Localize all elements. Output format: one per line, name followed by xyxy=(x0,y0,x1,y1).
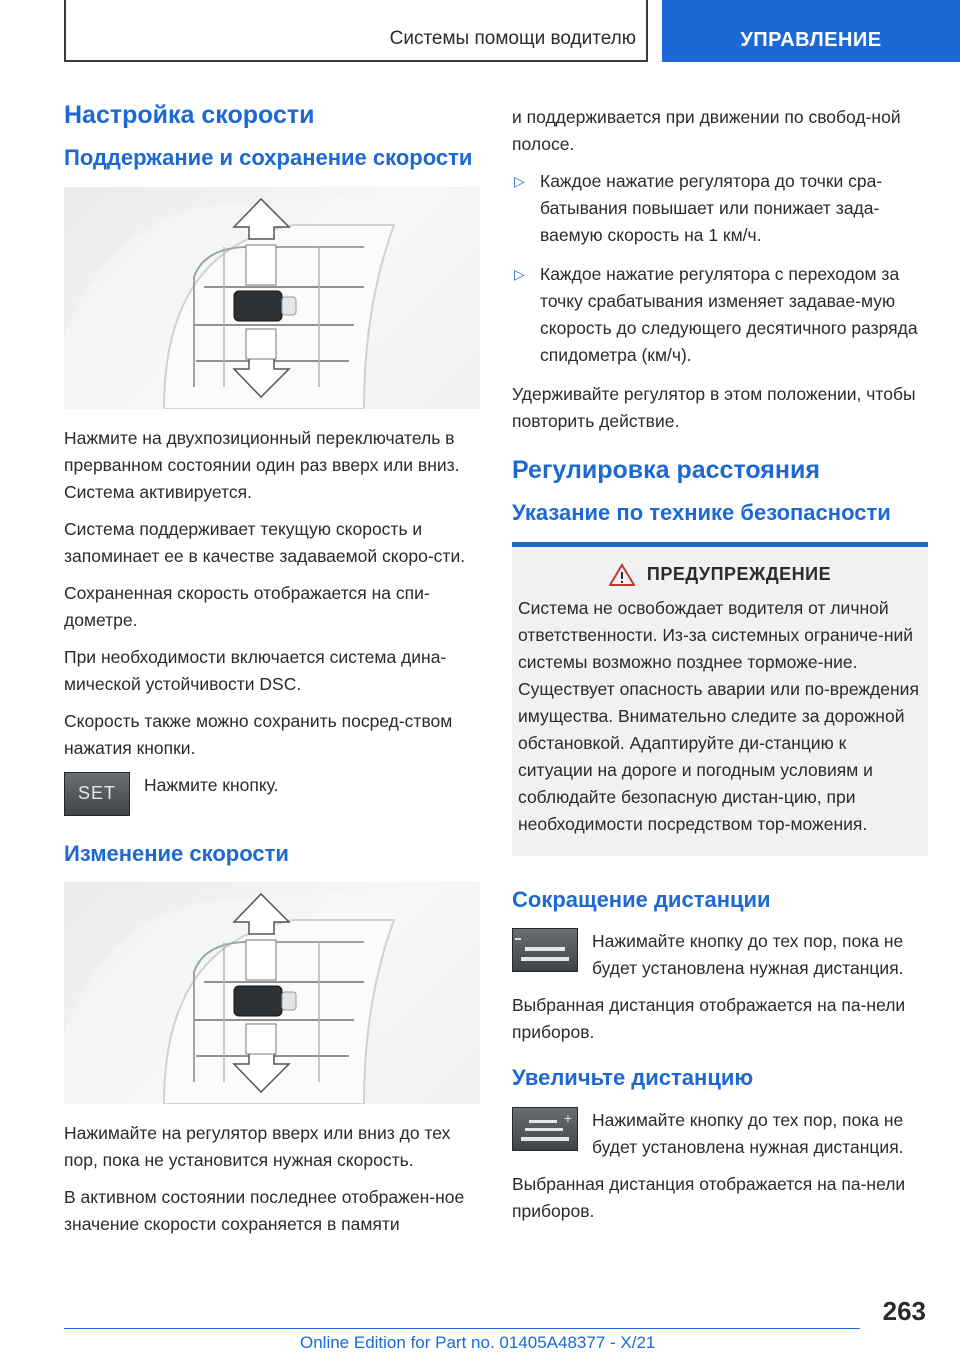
paragraph-press-up-down: Нажимайте на регулятор вверх или вниз до тех пор, пока не установится нужная скорость. xyxy=(64,1123,451,1171)
set-button-row xyxy=(64,772,480,816)
set-button-text: Нажмите кнопку. xyxy=(144,774,279,795)
heading-change-speed: Изменение скорости xyxy=(64,840,289,866)
page-number: 263 xyxy=(882,1296,926,1326)
paragraph-speedometer: Сохраненная скорость отображается на спи-дометре. xyxy=(64,582,430,630)
list-item: ▷ Каждое нажатие регулятора до точки сра-батывания повышает или понижает зада-ваемую скорость на 1 км/ч. xyxy=(512,168,928,249)
triangle-bullet-icon: ▷ xyxy=(514,266,525,282)
right-column xyxy=(512,104,928,1235)
heading-distance-control: Регулировка расстояния xyxy=(512,456,820,484)
warning-text: Система не освобождает водителя от личной ответственности. Из-за системных ограниче-ний системы возможно позднее торможе-ние. Существует опасность аварии или по-вреждения имущества. Внимательно следите за дорожной обстановкой. Адаптируйте ди-станцию к ситуации на дороге и погодным условиям и соблюдайте безопасную дистан-цию, при необходимости посредством тор-можения. xyxy=(518,597,919,834)
steering-switch-illustration xyxy=(64,187,480,409)
paragraph-dsc: При необходимости включается система дина-мической устойчивости DSC. xyxy=(64,646,447,694)
paragraph-activate: Нажмите на двухпозиционный переключатель в прерванном состоянии один раз вверх или вниз. Система активируется. xyxy=(64,427,460,502)
heading-reduce-distance: Сокращение дистанции xyxy=(512,886,771,912)
footer-divider xyxy=(64,1328,860,1329)
increase-distance-text: Нажимайте кнопку до тех пор, пока не будет установлена нужная дистанция. xyxy=(592,1109,904,1157)
warning-header xyxy=(518,563,922,587)
paragraph-hold: Удерживайте регулятор в этом положении, чтобы повторить действие. xyxy=(512,384,916,431)
heading-speed-setting: Настройка скорости xyxy=(64,101,315,129)
reduce-distance-text: Нажимайте кнопку до тех пор, пока не будет установлена нужная дистанция. xyxy=(592,931,904,979)
increase-distance-row xyxy=(512,1107,928,1161)
paragraph-keeps-speed: Система поддерживает текущую скорость и запоминает ее в качестве задаваемой скоро-сти. xyxy=(64,518,466,566)
set-button-icon: SET xyxy=(64,772,130,816)
warning-box xyxy=(512,542,928,856)
warning-triangle-icon xyxy=(609,563,635,587)
paragraph-active-state: В активном состоянии последнее отображен-ное значение скорости сохраняется в памяти xyxy=(64,1187,465,1235)
left-column xyxy=(64,100,480,1248)
footer-edition: Online Edition for Part no. 01405A48377 - X/21 xyxy=(300,1333,656,1352)
distance-increase-icon: + xyxy=(512,1107,578,1151)
heading-keep-speed: Поддержание и сохранение скорости xyxy=(64,145,473,170)
paragraph-continued: и поддерживается при движении по свобод-ной полосе. xyxy=(512,107,901,154)
paragraph-increase-display: Выбранная дистанция отображается на па-нели приборов. xyxy=(512,1173,906,1221)
list-item: ▷ Каждое нажатие регулятора с переходом за точку срабатывания изменяет задавае-мую скорость до следующего десятичного разряда спидометра (км/ч). xyxy=(512,261,928,369)
warning-title: ПРЕДУПРЕЖДЕНИЕ xyxy=(646,564,832,585)
reduce-distance-row xyxy=(512,928,928,982)
paragraph-reduce-display: Выбранная дистанция отображается на па-нели приборов. xyxy=(512,995,906,1043)
paragraph-save-button: Скорость также можно сохранить посред-ством нажатия кнопки. xyxy=(64,710,453,758)
heading-safety-note: Указание по технике безопасности xyxy=(512,500,891,525)
header-section-title: Системы помощи водителю xyxy=(64,0,648,62)
steering-switch-illustration-2 xyxy=(64,882,480,1104)
triangle-bullet-icon: ▷ xyxy=(514,173,525,189)
bullet-list xyxy=(512,168,928,369)
header-chapter-tab[interactable]: УПРАВЛЕНИЕ xyxy=(662,0,960,62)
distance-decrease-icon xyxy=(512,928,578,972)
heading-increase-distance: Увеличьте дистанцию xyxy=(512,1065,754,1091)
